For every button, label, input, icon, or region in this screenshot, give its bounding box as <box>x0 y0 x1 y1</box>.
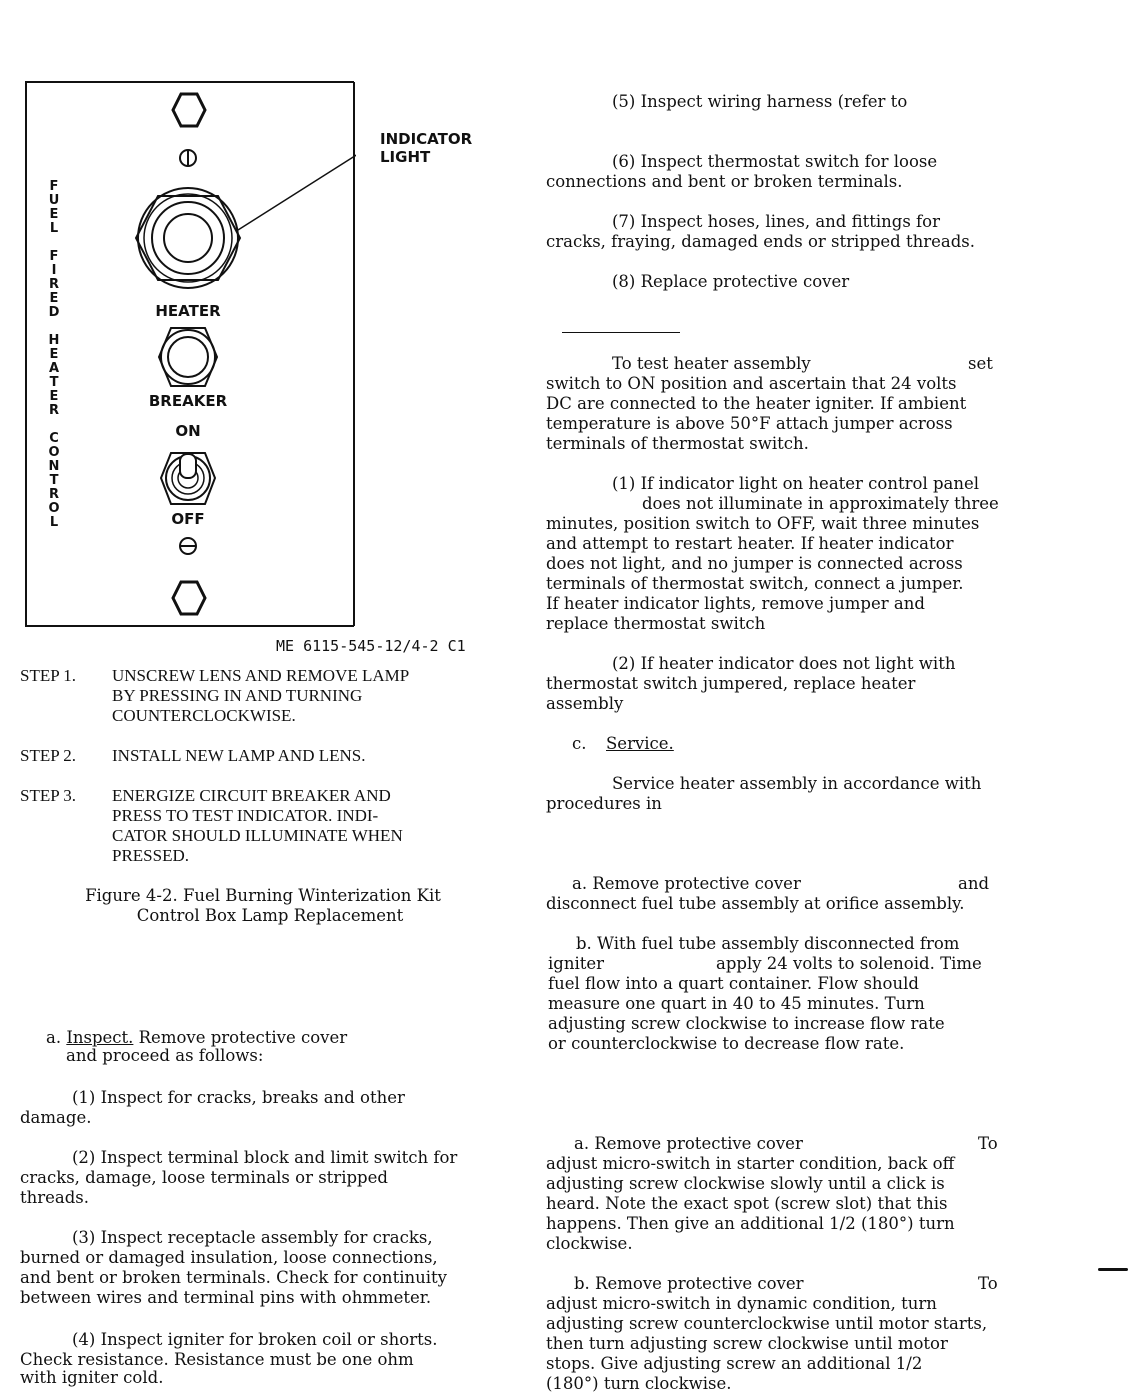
step-3-line: PRESSED. <box>112 846 189 865</box>
inspect-item-3: between wires and terminal pins with ohmmeter. <box>20 1288 432 1307</box>
heater-control-panel <box>24 80 356 628</box>
section-rule <box>562 332 680 333</box>
micro-step-b: b. Remove protective cover <box>574 1274 804 1293</box>
test-step-1: replace thermostat switch <box>546 614 766 633</box>
inspect-item-5: (5) Inspect wiring harness (refer to <box>612 92 908 111</box>
micro-step-b: adjust micro-switch in dynamic condition, turn <box>546 1294 937 1313</box>
hex-bolt-icon <box>173 94 205 126</box>
test-line: temperature is above 50°F attach jumper across <box>546 414 953 433</box>
callout-line <box>238 154 356 230</box>
fuel-step-b: or counterclockwise to decrease flow rate. <box>548 1034 905 1053</box>
test-line: switch to ON position and ascertain that 24 volts <box>546 374 957 393</box>
test-line: DC are connected to the heater igniter. If ambient <box>546 394 967 413</box>
inspect-item-7: cracks, fraying, damaged ends or stripped threads. <box>546 232 975 251</box>
fuel-step-a: disconnect fuel tube assembly at orifice assembly. <box>546 894 965 913</box>
service-heading: Service. <box>606 734 674 753</box>
step-3-line: CATOR SHOULD ILLUMINATE WHEN <box>112 826 403 845</box>
step-3-line: PRESS TO TEST INDICATOR. INDI- <box>112 806 379 825</box>
inspect-item-8: (8) Replace protective cover <box>612 272 850 291</box>
service-text: procedures in <box>546 794 662 813</box>
micro-step-a: adjusting screw clockwise slowly until a click is <box>546 1174 945 1193</box>
micro-step-b: then turn adjusting screw clockwise until motor <box>546 1334 948 1353</box>
fuel-step-b: fuel flow into a quart container. Flow should <box>548 974 919 993</box>
inspect-item-1: damage. <box>20 1108 92 1127</box>
figure-code: ME 6115-545-12/4-2 C1 <box>276 637 466 655</box>
step-1-label: STEP 1. <box>20 666 77 685</box>
micro-step-a: clockwise. <box>546 1234 633 1253</box>
fuel-step-a: a. Remove protective cover <box>572 874 801 893</box>
micro-step-b: stops. Give adjusting screw an additional 1/2 <box>546 1354 923 1373</box>
heater-label: HEATER <box>155 302 221 320</box>
test-step-2: (2) If heater indicator does not light with <box>612 654 956 673</box>
inspect-heading: Inspect. <box>66 1028 134 1047</box>
inspect-item-3: and bent or broken terminals. Check for continuity <box>20 1268 447 1287</box>
step-1-line: COUNTERCLOCKWISE. <box>112 706 296 725</box>
figure-caption-line: Figure 4-2. Fuel Burning Winterization Kit <box>85 886 441 905</box>
fuel-step-b: measure one quart in 40 to 45 minutes. Turn <box>548 994 925 1013</box>
test-step-1: and attempt to restart heater. If heater indicator <box>546 534 954 553</box>
inspect-item-4: with igniter cold. <box>20 1368 164 1387</box>
inspect-item-2: (2) Inspect terminal block and limit switch for <box>72 1148 458 1167</box>
breaker-label: BREAKER <box>148 392 228 410</box>
callout-light: LIGHT <box>380 148 431 166</box>
test-line: terminals of thermostat switch. <box>546 434 809 453</box>
on-label: ON <box>175 422 201 440</box>
service-letter: c. <box>572 734 587 753</box>
inspect-item-7: (7) Inspect hoses, lines, and fittings for <box>612 212 940 231</box>
micro-step-b: (180°) turn clockwise. <box>546 1374 732 1393</box>
inspect-item-3: burned or damaged insulation, loose connections, <box>20 1248 438 1267</box>
micro-step-b: adjusting screw counterclockwise until motor starts, <box>546 1314 988 1333</box>
inspect-item-2: cracks, damage, loose terminals or stripped <box>20 1168 388 1187</box>
inspect-item-2: threads. <box>20 1188 90 1207</box>
step-3-label: STEP 3. <box>20 786 77 805</box>
test-intro-set: set <box>968 354 993 373</box>
test-step-1: minutes, position switch to OFF, wait three minutes <box>546 514 980 533</box>
scan-mark <box>1098 1268 1128 1271</box>
micro-step-a: happens. Then give an additional 1/2 (180°) turn <box>546 1214 955 1233</box>
step-3-line: ENERGIZE CIRCUIT BREAKER AND <box>112 786 391 805</box>
test-step-2: assembly <box>546 694 624 713</box>
fuel-step-b: igniter <box>548 954 605 973</box>
micro-step-b-to: To <box>978 1274 998 1293</box>
test-step-1: does not light, and no jumper is connected across <box>546 554 963 573</box>
inspect-item-6: (6) Inspect thermostat switch for loose <box>612 152 938 171</box>
panel-drawing <box>24 80 356 628</box>
micro-step-a: heard. Note the exact spot (screw slot) that this <box>546 1194 948 1213</box>
hex-bolt-icon <box>173 582 205 614</box>
off-symbol-icon <box>180 538 196 554</box>
callout-indicator: INDICATOR <box>380 130 473 148</box>
inspect-item-4: Check resistance. Resistance must be one ohm <box>20 1350 414 1369</box>
inspect-paragraph-a: a. Inspect. Remove protective cover <box>46 1028 348 1047</box>
breaker-button-icon <box>159 328 217 386</box>
inspect-item-3: (3) Inspect receptacle assembly for cracks, <box>72 1228 433 1247</box>
step-1-line: BY PRESSING IN AND TURNING <box>112 686 363 705</box>
off-label: OFF <box>171 510 205 528</box>
fuel-step-b: apply 24 volts to solenoid. Time <box>716 954 982 973</box>
test-step-1: does not illuminate in approximately three <box>642 494 999 513</box>
fuel-step-b: adjusting screw clockwise to increase flow rate <box>548 1014 945 1033</box>
on-symbol-icon <box>180 150 196 166</box>
service-text: Service heater assembly in accordance with <box>612 774 982 793</box>
inspect-item-4: (4) Inspect igniter for broken coil or shorts. <box>72 1330 438 1349</box>
inspect-a-line: and proceed as follows: <box>66 1046 264 1065</box>
fuel-step-a-and: and <box>958 874 990 893</box>
step-1-line: UNSCREW LENS AND REMOVE LAMP <box>112 666 410 685</box>
inspect-item-1: (1) Inspect for cracks, breaks and other <box>72 1088 405 1107</box>
micro-step-a-to: To <box>978 1134 998 1153</box>
step-2-label: STEP 2. <box>20 746 77 765</box>
micro-step-a: adjust micro-switch in starter condition, back off <box>546 1154 955 1173</box>
test-step-2: thermostat switch jumpered, replace heater <box>546 674 916 693</box>
test-step-1: (1) If indicator light on heater control panel <box>612 474 980 493</box>
test-step-1: terminals of thermostat switch, connect a jumper. <box>546 574 964 593</box>
inspect-item-6: connections and bent or broken terminals. <box>546 172 903 191</box>
step-2-line: INSTALL NEW LAMP AND LENS. <box>112 746 366 765</box>
indicator-light-icon <box>136 188 240 288</box>
toggle-switch-icon <box>161 453 215 504</box>
test-step-1: If heater indicator lights, remove jumper and <box>546 594 925 613</box>
test-intro: To test heater assembly <box>612 354 811 373</box>
figure-caption-line: Control Box Lamp Replacement <box>136 906 404 925</box>
micro-step-a: a. Remove protective cover <box>574 1134 803 1153</box>
fuel-step-b: b. With fuel tube assembly disconnected from <box>576 934 960 953</box>
